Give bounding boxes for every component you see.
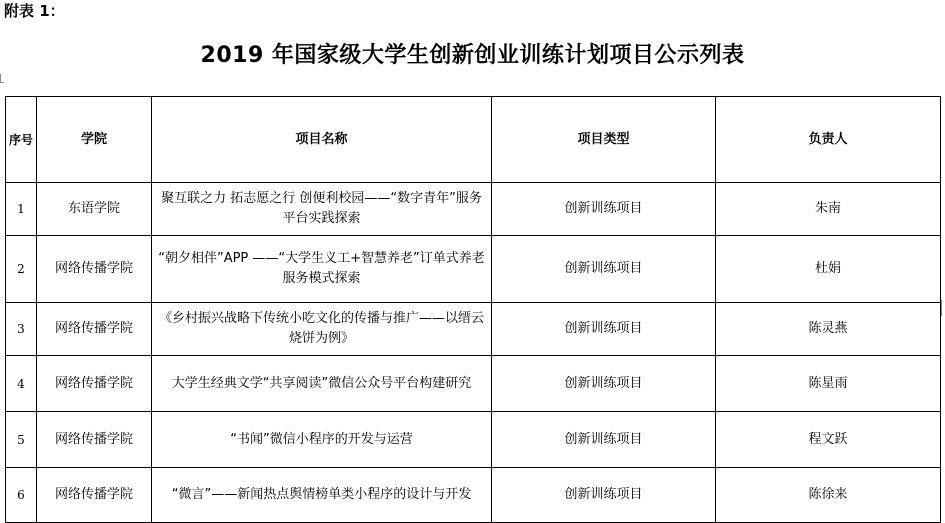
cell-college: 网络传播学院 (37, 303, 152, 356)
cell-leader: 陈灵燕 (716, 303, 941, 356)
cell-college: 网络传播学院 (37, 356, 152, 412)
cell-college: 网络传播学院 (37, 236, 152, 303)
cell-project-type: 创新训练项目 (492, 356, 716, 412)
table-row (6, 412, 941, 468)
cell-project-name: 大学生经典文学“共享阅读”微信公众号平台构建研究 (152, 356, 492, 412)
cell-seq: 5 (6, 412, 37, 468)
cell-seq: 3 (6, 303, 37, 356)
table-row (6, 356, 941, 412)
cell-project-name: “书闻”微信小程序的开发与运营 (152, 412, 492, 468)
cell-leader: 朱南 (716, 183, 941, 236)
projects-table (5, 96, 941, 523)
cell-project-type: 创新训练项目 (492, 303, 716, 356)
header-project-name: 项目名称 (152, 97, 492, 183)
cell-project-name: 《乡村振兴战略下传统小吃文化的传播与推广——以缙云烧饼为例》 (152, 303, 492, 356)
header-leader: 负责人 (716, 97, 941, 183)
cell-project-type: 创新训练项目 (492, 468, 716, 523)
edge-mark (941, 300, 945, 316)
header-seq: 序号 (6, 97, 37, 183)
header-project-type: 项目类型 (492, 97, 716, 183)
cell-leader: 陈徐来 (716, 468, 941, 523)
cell-seq: 1 (6, 183, 37, 236)
table-row (6, 183, 941, 236)
table-row (6, 236, 941, 303)
table-row (6, 468, 941, 523)
cell-project-name: “微言”——新闻热点舆情榜单类小程序的设计与开发 (152, 468, 492, 523)
cell-project-type: 创新训练项目 (492, 236, 716, 303)
cell-seq: 6 (6, 468, 37, 523)
cell-project-type: 创新训练项目 (492, 183, 716, 236)
cell-college: 网络传播学院 (37, 468, 152, 523)
cell-seq: 2 (6, 236, 37, 303)
cell-college: 网络传播学院 (37, 412, 152, 468)
cell-leader: 杜娟 (716, 236, 941, 303)
cell-project-name: 聚互联之力 拓志愿之行 创便利校园——“数字青年”服务平台实践探索 (152, 183, 492, 236)
table-row (6, 303, 941, 356)
table-header-row (6, 97, 941, 183)
cell-project-name: “朝夕相伴”APP ——“大学生义工+智慧养老”订单式养老服务模式探索 (152, 236, 492, 303)
corner-mark (0, 74, 4, 83)
cell-leader: 程文跃 (716, 412, 941, 468)
header-college: 学院 (37, 97, 152, 183)
cell-leader: 陈星雨 (716, 356, 941, 412)
cell-seq: 4 (6, 356, 37, 412)
cell-project-type: 创新训练项目 (492, 412, 716, 468)
cell-college: 东语学院 (37, 183, 152, 236)
page-title: 2019 年国家级大学生创新创业训练计划项目公示列表 (200, 43, 745, 68)
attachment-label: 附表 1： (4, 2, 65, 20)
